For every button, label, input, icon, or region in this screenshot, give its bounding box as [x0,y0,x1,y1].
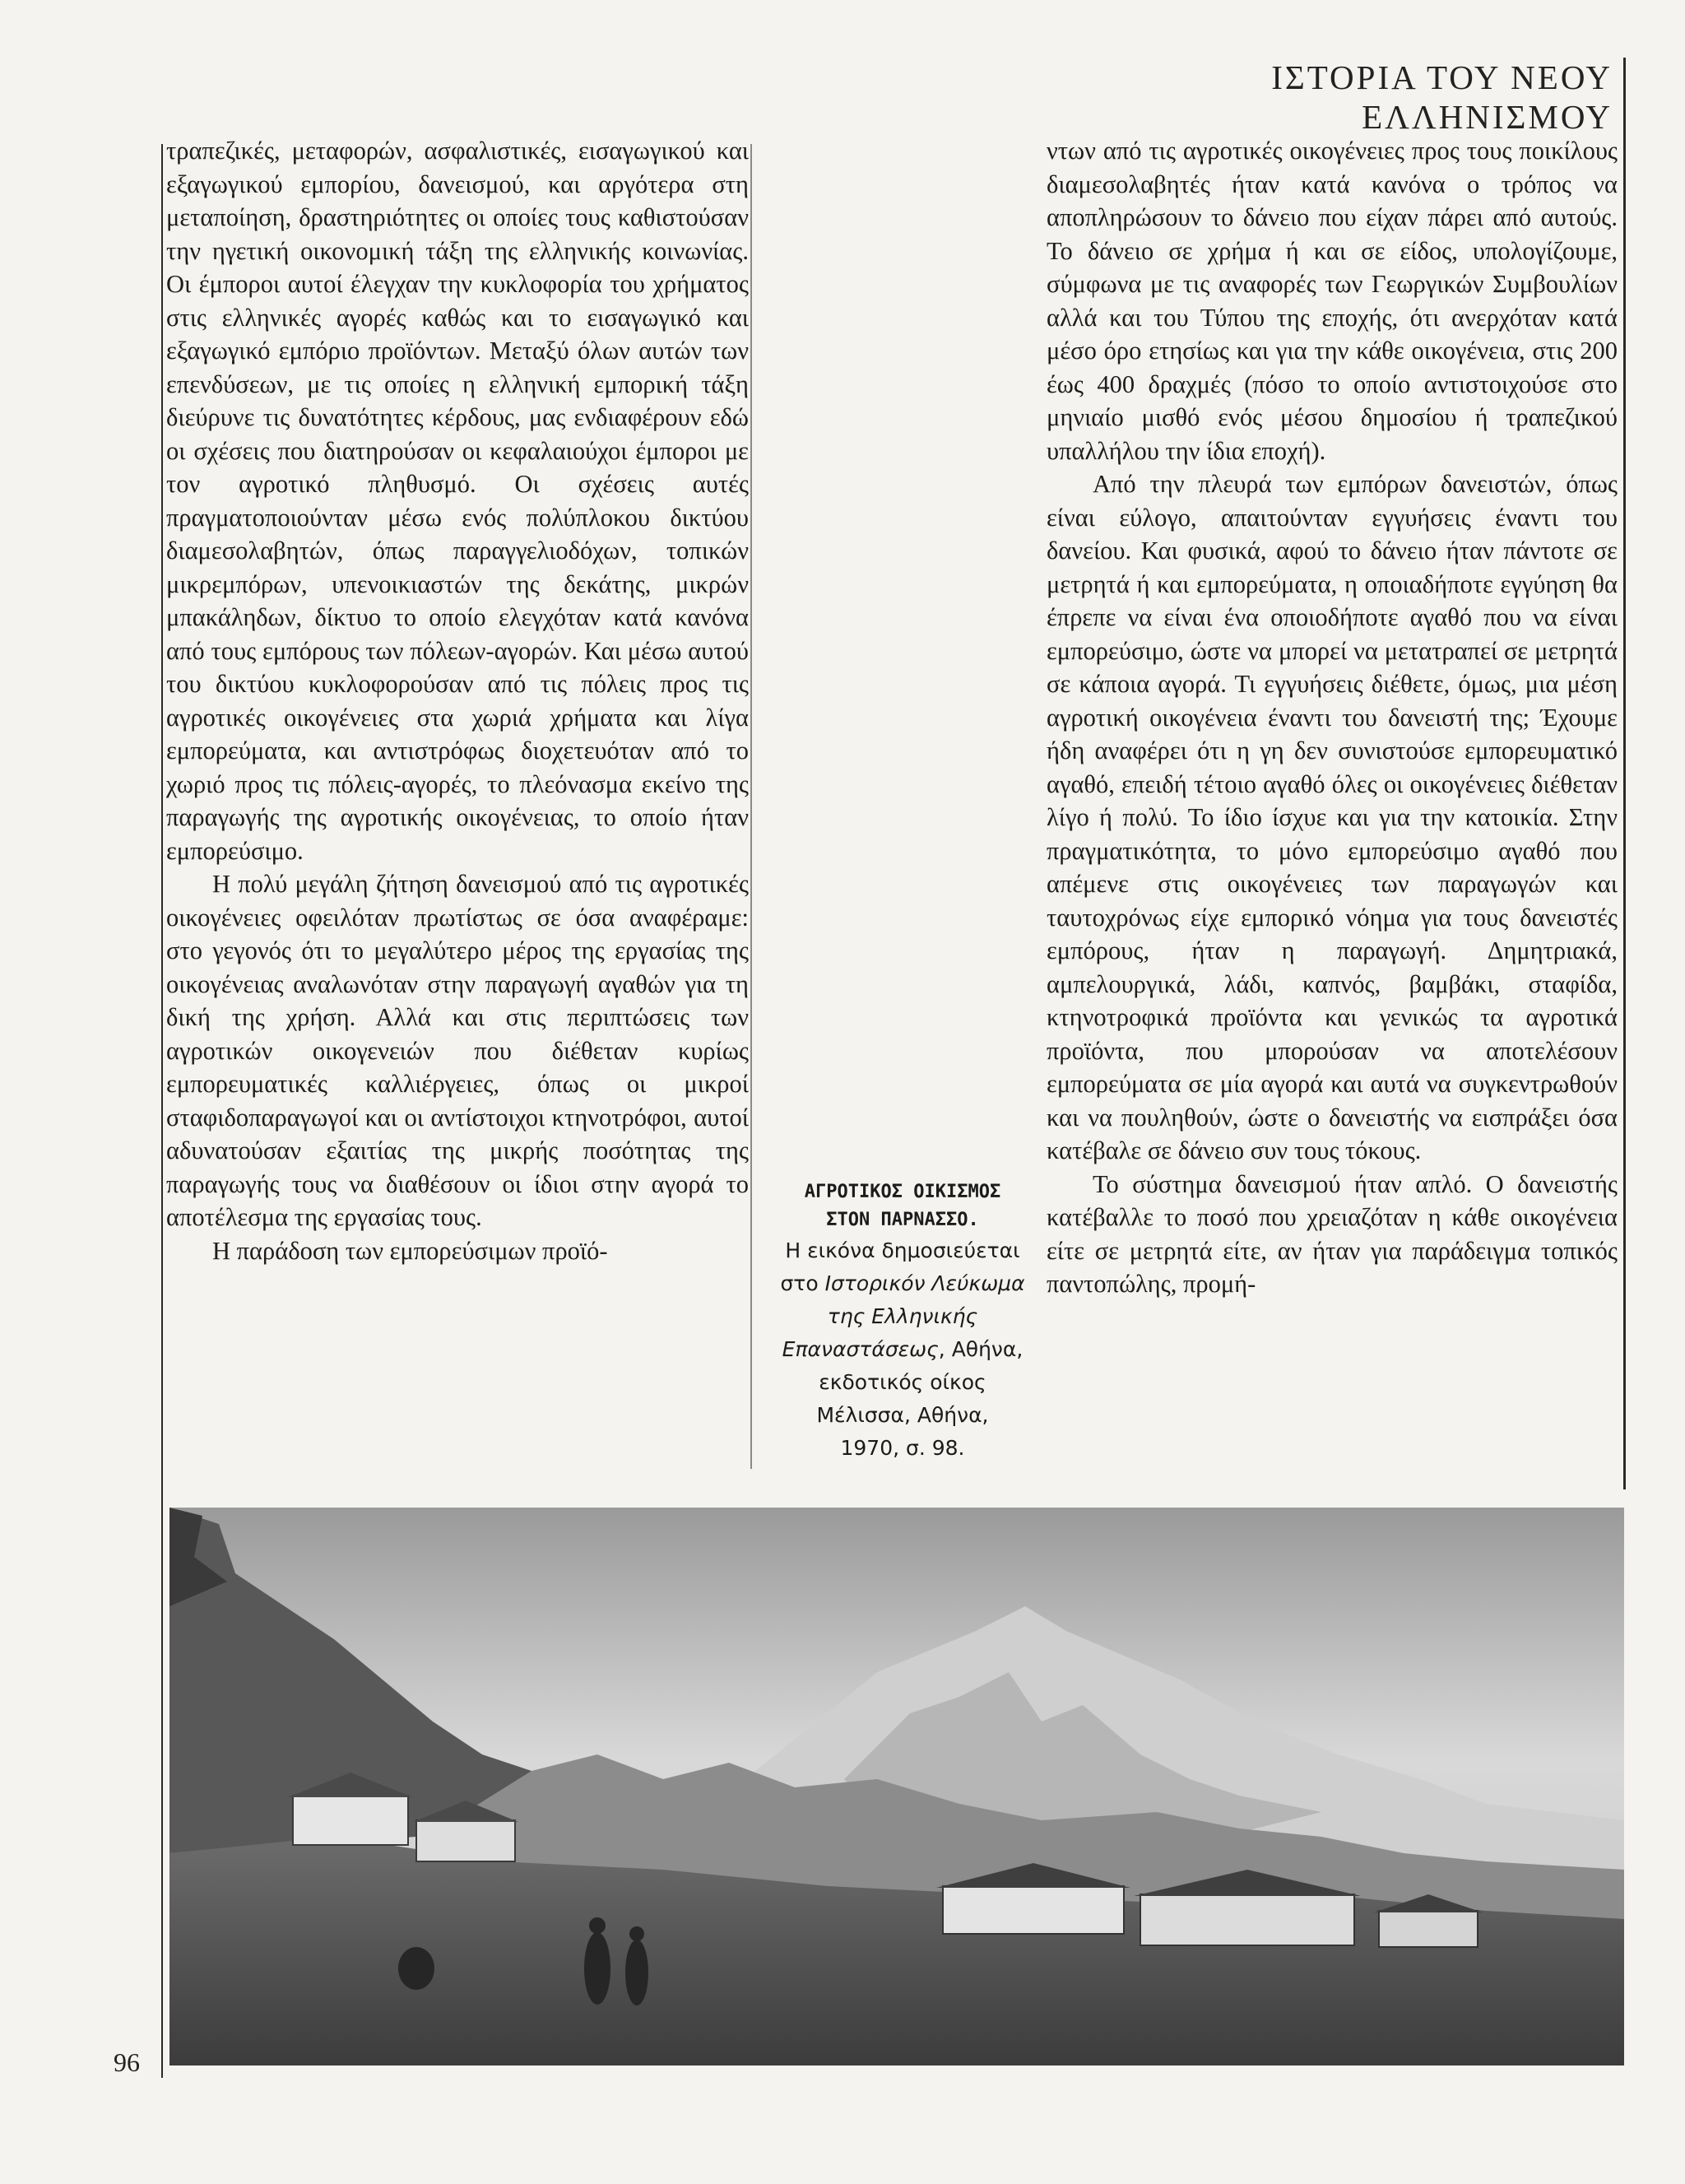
caption-title-line-2: ΣΤΟΝ ΠΑΡΝΑΣΣΟ. [826,1210,979,1230]
header-vertical-rule [1623,58,1626,1489]
caption-line-2-prefix: στο [780,1271,825,1295]
page-number: 96 [114,2047,140,2077]
caption-source-title-1: Ιστορικόν Λεύκωμα [824,1271,1025,1295]
running-header-title: ΙΣΤΟΡΙΑ ΤΟΥ ΝΕΟΥ ΕΛΛΗΝΙΣΜΟΥ [1271,58,1613,136]
left-paragraph-3: Η παράδοση των εμπορεύσιμων προϊό- [212,1236,608,1265]
column-divider-rule [750,144,752,1469]
caption-source-title-3: Επαναστάσεως [782,1337,939,1361]
caption-line-4-suffix: , Αθήνα, [938,1337,1024,1361]
right-paragraph-2: Από την πλευρά των εμπόρων δανειστών, όπως είναι εύλογο, απαιτούνταν εγγυήσεις έναντι του δανείου. Και φυσικά, αφού το δάνειο ήταν πάντοτε σε μετρητά ή και εμπορεύματα, η οποιαδήποτε εγγύηση θα έπρεπε να είναι ένα οποιοδήποτε αγαθό που να είναι εμπορεύσιμο, ώστε να μπορεί να μετατραπεί σε μετρητά σε κάποια αγορά. Τι εγγυήσεις διέθετε, όμως, μια μέση αγροτική οικογένεια έναντι του δανειστή της; Έχουμε ήδη αναφέρει ότι η γη δεν συνιστούσε εμπορευματικό αγαθό, επειδή τέτοιο αγαθό όλες οι οικογένειες διέθεταν λίγο ή πολύ. Το ίδιο ίσχυε και για την κατοικία. Στην πραγματικότητα, το μόνο εμπορεύσιμο αγαθό που απέμενε στις οικογένειες των παραγωγών και ταυτοχρόνως είχε εμπορικό νόημα για τους δανειστές εμπόρους, ήταν η παραγωγή. Δημητριακά, αμπελουργικά, λάδι, καπνός, βαμβάκι, σταφίδα, κτηνοτροφικά προϊόντα και γενικώς τα αγροτικά προϊόντα, που μπορούσαν να αποτελέσουν εμπορεύματα σε μία αγορά και αυτά να συγκεντρωθούν και να πουληθούν, ώστε ο δανειστής να εισπράξει όσα κατέβαλε σε δάνειο συν τους τόκους. [1047,470,1618,1164]
caption-line-4 [773,1333,1032,1366]
caption-line-6: Μέλισσα, Αθήνα, [816,1403,989,1427]
right-paragraph-3: Το σύστημα δανεισμού ήταν απλό. Ο δανειστής κατέβαλλε το ποσό που χρειαζόταν η κάθε οικογένεια είτε σε μετρητά είτε, αν ήταν για παράδειγμα τοπικός παντοπώλης, προμή- [1047,1169,1618,1298]
left-margin-rule [161,144,163,2078]
left-text-column [166,134,749,1267]
caption-title-line-1: ΑΓΡΟΤΙΚΟΣ ΟΙΚΙΣΜΟΣ [804,1182,1001,1202]
caption-source-title-2: της Ελληνικής [827,1304,978,1328]
caption-line-1: Η εικόνα δημοσιεύεται [785,1238,1020,1262]
left-paragraph-1: τραπεζικές, μεταφορών, ασφαλιστικές, εισαγωγικού και εξαγωγικού εμπορίου, δανεισμού, και αργότερα στη μεταποίηση, δραστηριότητες οι οποίες τους καθιστούσαν την ηγετική οικονομική τάξη της ελληνικής κοινωνίας. Οι έμποροι αυτοί έλεγχαν την κυκλοφορία του χρήματος στις ελληνικές αγορές καθώς και το εισαγωγικό και εξαγωγικό εμπόριο προϊόντων. Μεταξύ όλων αυτών των επενδύσεων, με τις οποίες η ελληνική εμπορική τάξη διεύρυνε τις δυνατότητες κέρδους, μας ενδιαφέρουν εδώ οι σχέσεις που διατηρούσαν οι κεφαλαιούχοι έμποροι με τον αγροτικό πληθυσμό. Οι σχέσεις αυτές πραγματοποιούνταν μέσω ενός πολύπλοκου δικτύου διαμεσολαβητών, όπως παραγγελιοδόχων, τοπικών μικρεμπόρων, υπενοικιαστών της δεκάτης, μικρών μπακάληδων, δίκτυο το οποίο ελεγχόταν κατά κανόνα από τους εμπόρους των πόλεων-αγορών. Και μέσω αυτού του δικτύου κυκλοφορούσαν από τις πόλεις προς τις αγροτικές οικογένειες στα χωριά χρήματα και λίγα εμπορεύματα, και αντιστρόφως διοχετευόταν από το χωριό προς τις πόλεις-αγορές, το πλεόνασμα εκείνο της παραγωγής της αγροτικής οικογένειας, το οποίο ήταν εμπορεύσιμο. [166,137,749,865]
caption-line-2 [773,1267,1032,1300]
caption-line-5: εκδοτικός οίκος [819,1370,986,1394]
right-text-column [1047,134,1618,1301]
caption-line-7: 1970, σ. 98. [840,1436,965,1460]
landscape-drawing [169,1508,1624,2066]
caption-line-3 [773,1300,1032,1333]
parnassus-landscape-illustration [169,1508,1624,2066]
figure-caption [773,1178,1032,1465]
right-paragraph-1: ντων από τις αγροτικές οικογένειες προς τους ποικίλους διαμεσολαβητές ήταν κατά κανόνα ο τρόπος να αποπληρώσουν το δάνειο που είχαν πάρει από αυτούς. Το δάνειο σε χρήμα ή και σε είδος, υπολογίζουμε, σύμφωνα με τις αναφορές των Γεωργικών Συμβουλίων αλλά και του Τύπου της εποχής, ότι ανερχόταν κατά μέσο όρο ετησίως και για την κάθε οικογένεια, στις 200 έως 400 δραχμές (πόσο το οποίο αντιστοιχούσε στο μηνιαίο μισθό ενός μέσου δημοσίου ή τραπεζικού υπαλλήλου την ίδια εποχή). [1047,137,1618,465]
left-paragraph-2: Η πολύ μεγάλη ζήτηση δανεισμού από τις αγροτικές οικογένειες οφειλόταν πρωτίστως σε όσα αναφέραμε: στο γεγονός ότι το μεγαλύτερο μέρος της εργασίας της οικογένειας αναλωνόταν στην παραγωγή αγαθών για τη δική της χρήση. Αλλά και στις περιπτώσεις των αγροτικών οικογενειών που διέθεταν κυρίως εμπορευματικές καλλιέργειες, όπως οι μικροί σταφιδοπαραγωγοί και οι αντίστοιχοι κτηνοτρόφοι, αυτοί αδυνατούσαν εξαιτίας της μικρής ποσότητας της παραγωγής τους να διαθέσουν οι ίδιοι στην αγορά το αποτέλεσμα της εργασίας τους. [166,870,749,1231]
